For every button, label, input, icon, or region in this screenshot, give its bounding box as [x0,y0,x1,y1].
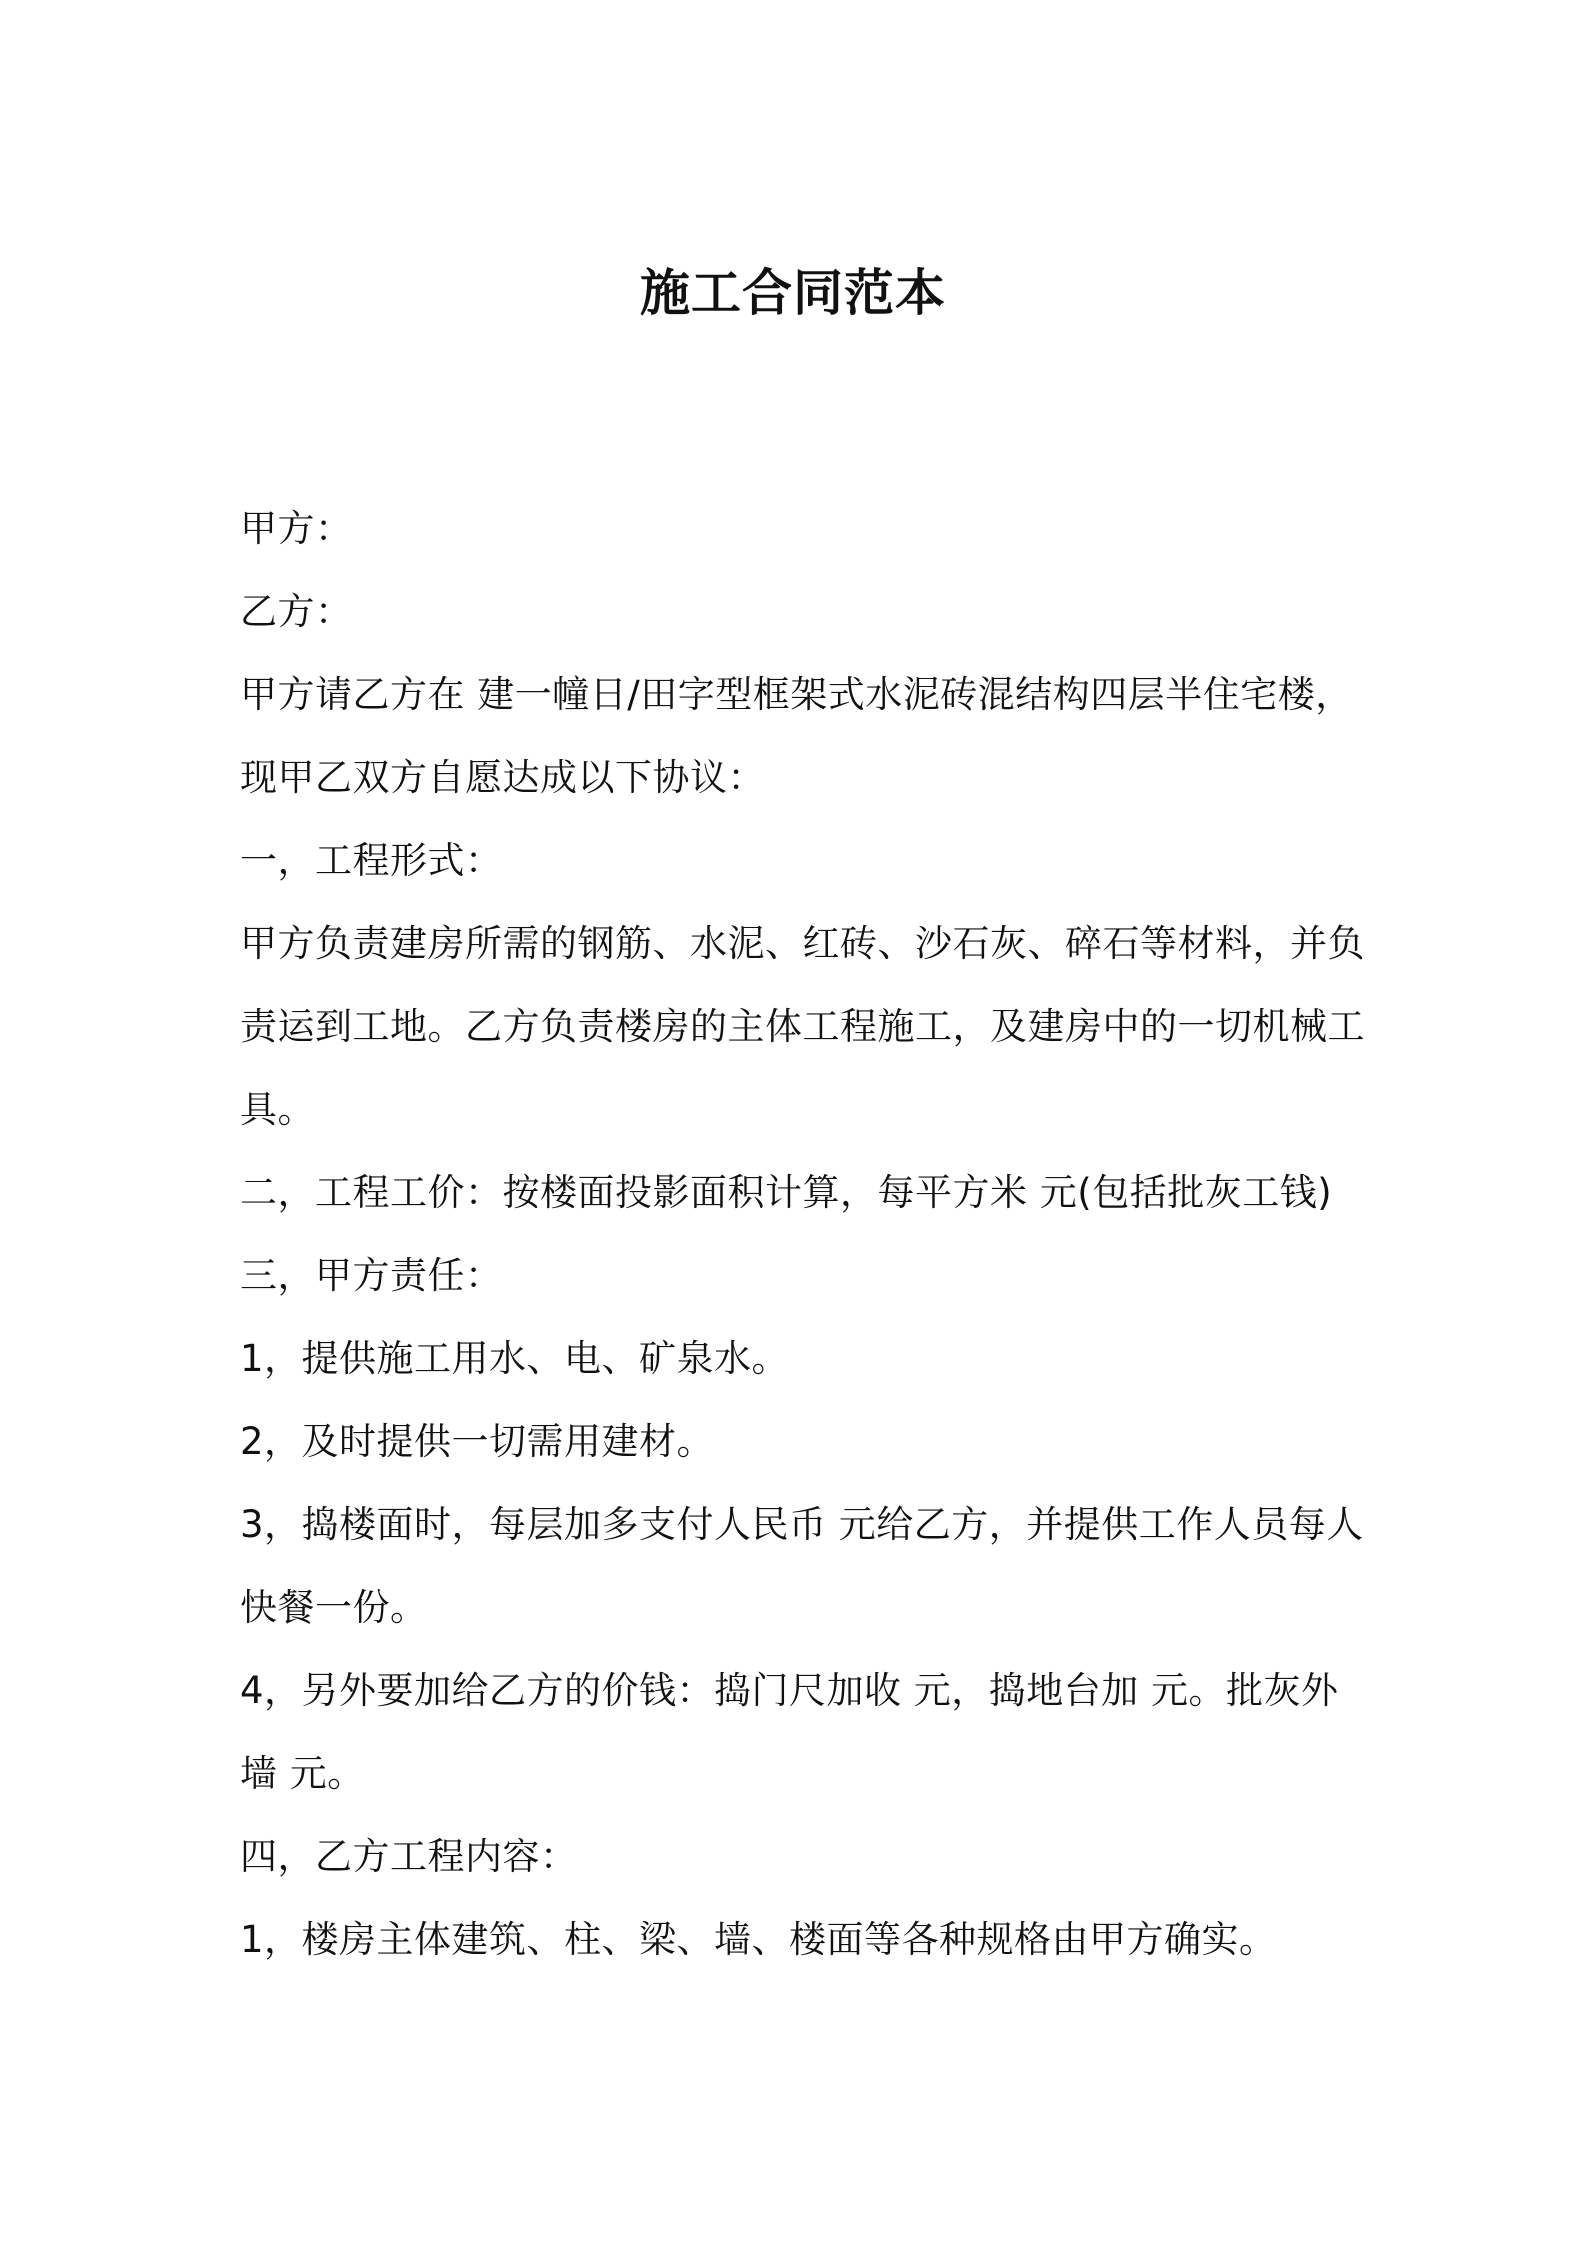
section-heading-2: 二，工程工价：按楼面投影面积计算，每平方米 元(包括批灰工钱) [240,1171,1333,1214]
clause-item: 2，及时提供一切需用建材。 [240,1420,715,1463]
clause-item: 墙 元。 [240,1752,365,1795]
clause-item: 4，另外要加给乙方的价钱：捣门尺加收 元，捣地台加 元。批灰外 [240,1669,1339,1712]
paragraph-line: 责运到工地。乙方负责楼房的主体工程施工，及建房中的一切机械工 [240,1005,1365,1048]
paragraph-line: 具。 [240,1088,315,1131]
section-heading-4: 四，乙方工程内容： [240,1835,578,1878]
clause-item: 1，提供施工用水、电、矿泉水。 [240,1337,790,1380]
paragraph-line: 现甲乙双方自愿达成以下协议： [240,756,765,799]
paragraph-line: 甲方请乙方在 建一幢日/田字型框架式水泥砖混结构四层半住宅楼， [240,673,1353,716]
clause-item: 1，楼房主体建筑、柱、梁、墙、楼面等各种规格由甲方确实。 [240,1918,1277,1961]
clause-item: 3，捣楼面时，每层加多支付人民币 元给乙方，并提供工作人员每人 [240,1503,1364,1546]
party-b-line: 乙方： [240,590,353,633]
paragraph-line: 甲方负责建房所需的钢筋、水泥、红砖、沙石灰、碎石等材料，并负 [240,922,1365,965]
document-title: 施工合同范本 [640,264,946,322]
party-a-line: 甲方： [240,507,353,550]
clause-item: 快餐一份。 [240,1586,428,1629]
section-heading-3: 三，甲方责任： [240,1254,503,1297]
section-heading-1: 一，工程形式： [240,839,503,882]
